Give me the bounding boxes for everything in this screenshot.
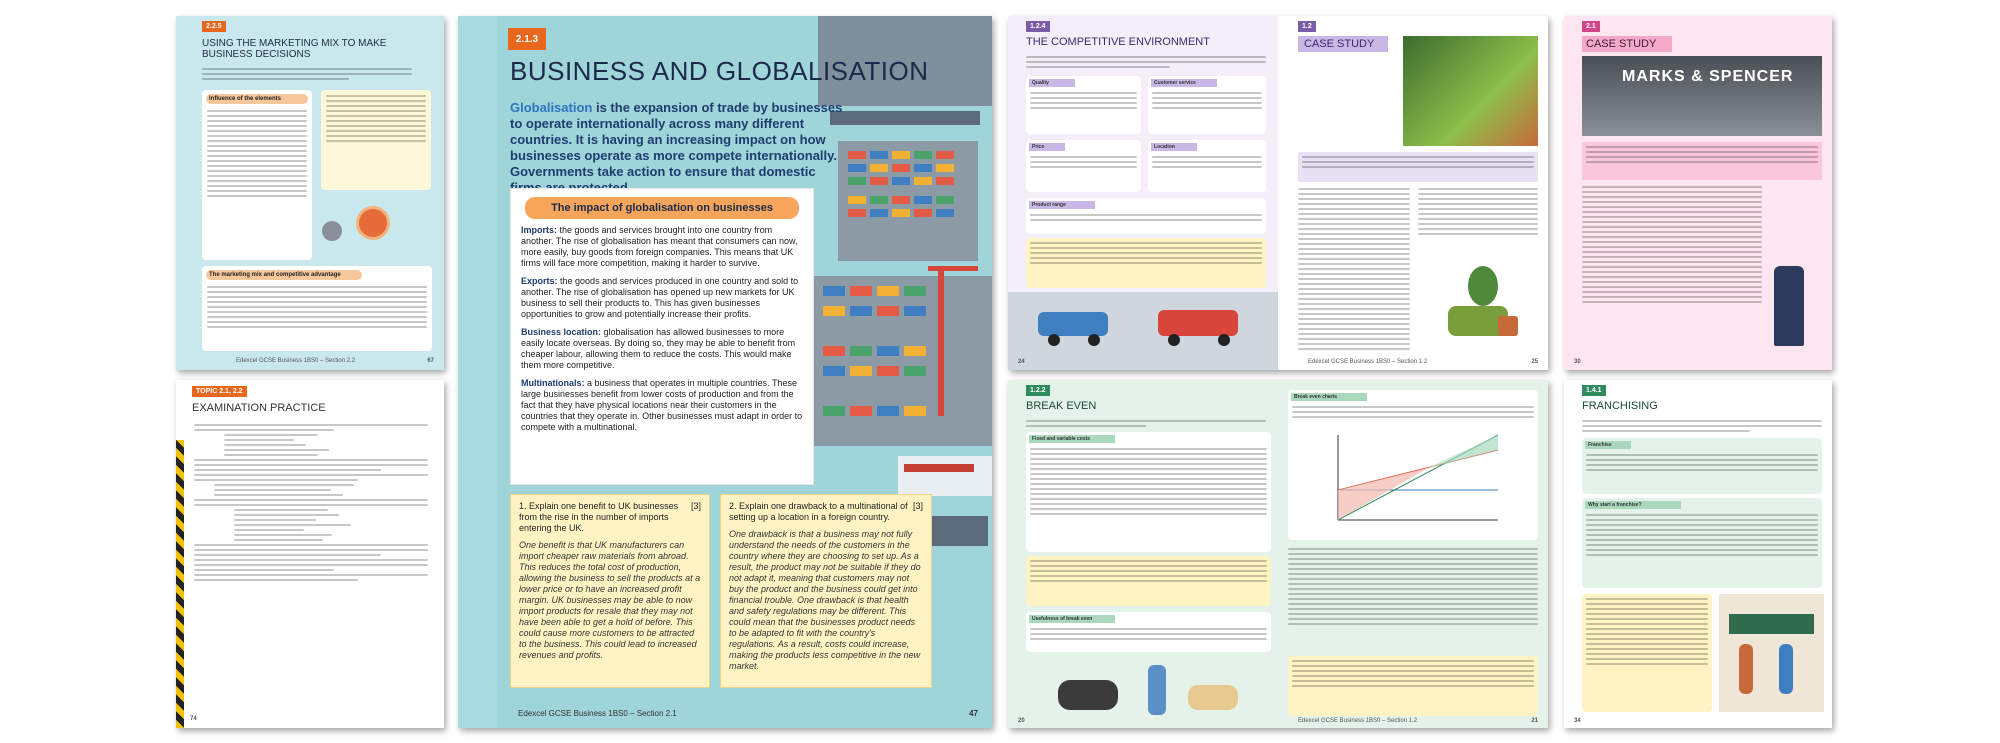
box-heading: Franchise (1585, 441, 1631, 449)
section-tag: 1.2.2 (1026, 385, 1050, 396)
term-label: Business location: (521, 327, 602, 337)
snail-illustration (356, 206, 390, 240)
marks: [3] (912, 501, 923, 511)
section-tag: 2.1 (1582, 21, 1600, 32)
box-heading: Influence of the elements (206, 94, 308, 104)
box-heading: Break even charts (1291, 393, 1367, 401)
case-intro (1298, 152, 1538, 182)
page-title: EXAMINATION PRACTICE (192, 402, 326, 414)
page-number: 74 (190, 716, 197, 722)
page-marks-spencer-case (1564, 16, 1832, 370)
quality-box (1026, 76, 1141, 134)
break-even-chart-box (1288, 390, 1538, 540)
impact-business-location (521, 327, 803, 371)
page-footer: Edexcel GCSE Business 1BS0 – Section 2.1 (518, 709, 677, 718)
impact-exports (521, 276, 803, 320)
page-examination-practice (176, 380, 444, 728)
page-number: 30 (1574, 359, 1581, 365)
box-heading: Price (1029, 143, 1065, 151)
question-text: 1. Explain one benefit to UK businesses from the rise in the number of imports entering the UK. (519, 501, 679, 533)
location-box (1148, 140, 1266, 192)
answer-text: One drawback is that a business may not fully understand the needs of the customers in the country where they are choosing to set up. As a result, the product may not be suitable if they do not adapt it, meaning that customers may not buy the product and the business could get into financial trouble. One drawback is that health and safety regulations may be different. This could mean that the businesses product needs to be adapted to fit with the country's regulations. As a result, costs could increase, making the products less competitive in the new market. (729, 529, 921, 671)
section-tag: 1.2.4 (1026, 21, 1050, 32)
page-franchising (1564, 380, 1832, 728)
box-heading: The marketing mix and competitive advantage (206, 270, 362, 280)
page-footer: Edexcel GCSE Business 1BS0 – Section 1.2 (1298, 718, 1418, 724)
fixed-variable-box (1026, 432, 1271, 552)
page-number: 25 (1531, 359, 1538, 365)
product-range-box (1026, 198, 1266, 234)
page-number: 21 (1531, 718, 1538, 724)
why-franchise-box (1582, 498, 1822, 588)
page-title: BUSINESS AND GLOBALISATION (510, 56, 929, 86)
price-box (1026, 140, 1141, 192)
page-number: 47 (969, 709, 978, 718)
worked-example-box (1026, 556, 1271, 606)
intro-term: Globalisation (510, 100, 593, 115)
impact-multinationals (521, 378, 803, 433)
case-study-title: CASE STUDY (1586, 38, 1657, 50)
page-footer: Edexcel GCSE Business 1BS0 – Section 1.2 (1308, 359, 1428, 365)
term-text: a business that operates in multiple countries. These large businesses benefit from lower costs of production and from the fact that they have physical locations near their customers in the countries that they operate in. Other businesses must adapt in order to compete with a multinational. (521, 378, 803, 432)
gardener-photo (1403, 36, 1538, 146)
answer-text: One benefit is that UK manufacturers can import cheaper raw materials from abroad. This reduces the total cost of production, allowing the business to sell the products at a lower price or to have an increased profit margin. UK businesses may be able to now import products for resale that they may not have been able to get a hold of before. This could cause more customers to be attracted to the business. This could lead to increased revenues and profits. (519, 540, 701, 660)
case-intro (1582, 142, 1822, 180)
exam-answer-box (1026, 238, 1266, 288)
box-heading: Customer service (1151, 79, 1217, 87)
exam-answer-box (1582, 594, 1712, 712)
term-text: the goods and services produced in one country and sold to another. The rise of globalisation has opened up new markets for UK business to sell their products to. This has given businesses opportunities to grow and potentially increase their profits. (521, 276, 799, 319)
intro-paragraph (510, 100, 850, 196)
question-box-2 (720, 494, 932, 688)
competitive-advantage-box (202, 266, 432, 351)
dog-grooming-illustration (1038, 660, 1258, 720)
garage-illustration (1008, 292, 1278, 370)
page-footer: Edexcel GCSE Business 1BS0 – Section 2.2 (236, 358, 356, 364)
term-text: globalisation has allowed businesses to more easily locate overseas. By doing so, they may be able to benefit from cheaper labour, allowing them to reduce the costs. This would make them more competitive. (521, 327, 796, 370)
box-heading: Quality (1029, 79, 1075, 87)
term-label: Imports: (521, 225, 557, 235)
tip-box (321, 90, 431, 190)
box-heading: Usefulness of break even (1029, 615, 1115, 623)
question-text: 2. Explain one drawback to a multinational of setting up a location in a foreign country. (729, 501, 908, 522)
impact-heading: The impact of globalisation on businesses (525, 197, 799, 219)
box-heading: Why start a franchise? (1585, 501, 1681, 509)
page-business-globalisation (458, 16, 992, 728)
page-number: 24 (1018, 359, 1025, 365)
store-sign: MARKS & SPENCER (1622, 68, 1794, 85)
intro-text: is the expansion of trade by businesses to operate internationally across many different countries. It is having an increasing impact on how businesses operate as more compete internationally. Governments take action to ensure that domestic (510, 100, 843, 179)
page-break-even (1008, 380, 1548, 728)
term-label: Exports: (521, 276, 558, 286)
warning-stripe (176, 440, 184, 728)
case-study-title: CASE STUDY (1304, 38, 1375, 50)
page-number: 34 (1574, 718, 1581, 724)
page-title: BREAK EVEN (1026, 400, 1097, 412)
section-tag: 2.1.3 (508, 28, 546, 50)
influence-box (202, 90, 312, 260)
page-title: THE COMPETITIVE ENVIRONMENT (1026, 36, 1210, 48)
term-label: Multinationals: (521, 378, 585, 388)
page-number: 20 (1018, 718, 1025, 724)
franchise-box (1582, 438, 1822, 494)
impact-imports (521, 225, 803, 269)
snail-illustration (322, 221, 342, 241)
usefulness-box (1026, 612, 1271, 652)
page-competitive-environment (1008, 16, 1548, 370)
box-heading: Fixed and variable costs (1029, 435, 1115, 443)
plants-illustration (1438, 256, 1528, 346)
break-even-chart (1328, 430, 1508, 530)
impact-box (510, 188, 814, 485)
store-photo (1582, 56, 1822, 136)
section-tag: 1.2 (1298, 21, 1316, 32)
marks: [3] (690, 501, 701, 511)
customer-service-box (1148, 76, 1266, 134)
section-tag: 1.4.1 (1582, 385, 1606, 396)
box-heading: Location (1151, 143, 1197, 151)
exam-answer-box (1288, 656, 1538, 716)
term-text: the goods and services brought into one country from another. The rise of globalisation has meant that consumers can now, more easily, buy goods from foreign companies. This means that UK firms will face more competition, making it harder to survive. (521, 225, 798, 268)
page-marketing-mix (176, 16, 444, 370)
section-tag: TOPIC 2.1, 2.2 (192, 386, 247, 397)
question-box-1 (510, 494, 710, 688)
section-tag: 2.2.5 (202, 21, 226, 32)
page-title: FRANCHISING (1582, 400, 1658, 412)
page-number: 67 (427, 358, 434, 364)
box-heading: Product range (1029, 201, 1095, 209)
suit-illustration (1774, 266, 1804, 346)
cafe-illustration (1719, 594, 1824, 712)
page-title: USING THE MARKETING MIX TO MAKE BUSINESS DECISIONS (202, 38, 387, 60)
